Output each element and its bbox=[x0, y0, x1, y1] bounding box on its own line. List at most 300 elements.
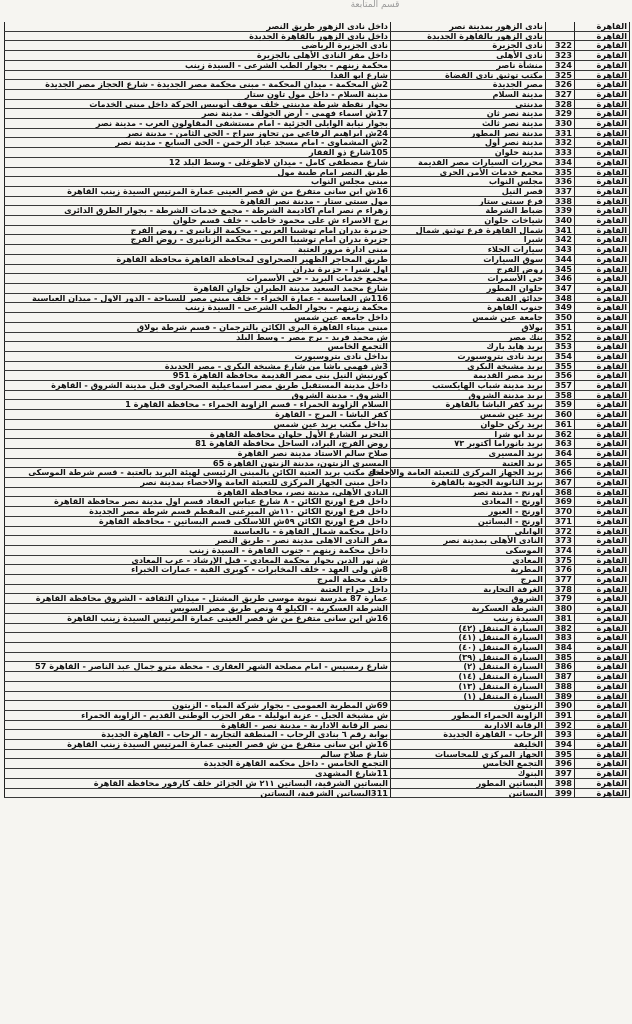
address-cell bbox=[130, 643, 391, 653]
governorate-cell: القاهرة bbox=[575, 235, 630, 245]
office-name-cell: شمال القاهرة فرع توثيق شمال bbox=[391, 225, 546, 235]
empty-cell bbox=[5, 167, 131, 177]
row-number-cell: 341 bbox=[546, 225, 575, 235]
row-number-cell: 336 bbox=[546, 177, 575, 187]
governorate-cell: القاهرة bbox=[575, 643, 630, 653]
governorate-cell: القاهرة bbox=[575, 138, 630, 148]
empty-cell bbox=[5, 51, 131, 61]
empty-cell bbox=[5, 138, 131, 148]
empty-cell bbox=[5, 769, 131, 779]
governorate-cell: القاهرة bbox=[575, 186, 630, 196]
table-row bbox=[5, 157, 630, 167]
office-name-cell: السيارة المتنقل (٤١) bbox=[391, 633, 546, 643]
row-number-cell: 343 bbox=[546, 245, 575, 255]
governorate-cell: القاهرة bbox=[575, 216, 630, 226]
row-number-cell: 389 bbox=[546, 691, 575, 701]
table-row bbox=[5, 710, 630, 720]
table-row bbox=[5, 701, 630, 711]
table-row bbox=[5, 342, 630, 352]
office-name-cell: شبرا bbox=[391, 235, 546, 245]
row-number-cell: 380 bbox=[546, 604, 575, 614]
address-cell: طريق النصر امام طيبة مول bbox=[130, 167, 391, 177]
office-name-cell: بريد بانوراما أكتوبر ٧٣ bbox=[391, 439, 546, 449]
empty-cell bbox=[5, 633, 131, 643]
office-name-cell: بريد مدينة شباب الهايكستب bbox=[391, 381, 546, 391]
empty-cell bbox=[5, 681, 131, 691]
governorate-cell: القاهرة bbox=[575, 22, 630, 31]
row-number-cell: 367 bbox=[546, 478, 575, 488]
row-number-cell: 330 bbox=[546, 119, 575, 129]
row-number-cell: 323 bbox=[546, 51, 575, 61]
governorate-cell: القاهرة bbox=[575, 429, 630, 439]
row-number-cell: 340 bbox=[546, 216, 575, 226]
row-number-cell: 345 bbox=[546, 264, 575, 274]
row-number-cell: 369 bbox=[546, 497, 575, 507]
address-cell: بداخل نادى بتروسبورت bbox=[130, 351, 391, 361]
empty-cell bbox=[5, 672, 131, 682]
table-row bbox=[5, 575, 630, 585]
address-cell: زهراء م نصر امام اكاديمة الشرطة - مجمع خدمات الشرطة - بجوار الطرق الدائرى bbox=[130, 206, 391, 216]
row-number-cell: 328 bbox=[546, 99, 575, 109]
empty-cell bbox=[5, 235, 131, 245]
address-cell: داخل جراج العتبة bbox=[130, 584, 391, 594]
office-name-cell: الخليفة bbox=[391, 740, 546, 750]
office-name-cell: المعادى bbox=[391, 555, 546, 565]
row-number-cell: 354 bbox=[546, 351, 575, 361]
governorate-cell: القاهرة bbox=[575, 60, 630, 70]
address-cell: 2ش المشماوى - امام مسجد عباد الرحمن - الحى السابع - مدينة نصر bbox=[130, 138, 391, 148]
table-row bbox=[5, 60, 630, 70]
row-number-cell: 342 bbox=[546, 235, 575, 245]
table-row bbox=[5, 769, 630, 779]
governorate-cell: القاهرة bbox=[575, 584, 630, 594]
governorate-cell: القاهرة bbox=[575, 245, 630, 255]
empty-cell bbox=[5, 322, 131, 332]
faded-header-text: قسم المتابعة bbox=[350, 0, 400, 10]
governorate-cell: القاهرة bbox=[575, 206, 630, 216]
row-number-cell: 357 bbox=[546, 381, 575, 391]
address-cell: داخل فرع اورنج الكائن ١١٠ش الميرغنى المقطم قسم شرطة مصر الجديدة bbox=[130, 507, 391, 517]
empty-cell bbox=[5, 313, 131, 323]
offices-table-body bbox=[5, 22, 630, 798]
table-row bbox=[5, 643, 630, 653]
governorate-cell: القاهرة bbox=[575, 313, 630, 323]
address-cell: عمارة 87 مدرسة نبوية موسى طريق المشتل - ميدان الثقافة - الشروق محافظة القاهرة bbox=[130, 594, 391, 604]
office-name-cell: مدينة نصر المطور bbox=[391, 128, 546, 138]
governorate-cell: القاهرة bbox=[575, 128, 630, 138]
office-name-cell: الرحاب - القاهرة الجديدة bbox=[391, 730, 546, 740]
office-name-cell: قصر النيل bbox=[391, 186, 546, 196]
row-number-cell: 375 bbox=[546, 555, 575, 565]
row-number-cell: 344 bbox=[546, 254, 575, 264]
office-name-cell: الزيتون bbox=[391, 701, 546, 711]
address-cell: مقر النادى الاهلى مدينة نصر - طريق النصر bbox=[130, 536, 391, 546]
address-cell: المسيرى الزيتون، مدينة الزيتون القاهرة 65 bbox=[130, 458, 391, 468]
address-cell: جزيرة بدران امام توشيبا العربى - محكمة الزنانيرى - روض الفرج bbox=[130, 225, 391, 235]
table-row bbox=[5, 186, 630, 196]
address-cell: كفر الباشا - المرج - القاهرة bbox=[130, 410, 391, 420]
governorate-cell: القاهرة bbox=[575, 303, 630, 313]
empty-cell bbox=[5, 22, 131, 31]
office-name-cell: المرج bbox=[391, 575, 546, 585]
governorate-cell: القاهرة bbox=[575, 293, 630, 303]
row-number-cell: 334 bbox=[546, 157, 575, 167]
address-cell: روض الفرج، البراد، الساحل محافظة القاهرة 81 bbox=[130, 439, 391, 449]
row-number-cell: 359 bbox=[546, 400, 575, 410]
address-cell: الشروق - مدينة الشروق bbox=[130, 390, 391, 400]
row-number-cell: 353 bbox=[546, 342, 575, 352]
row-number-cell: 346 bbox=[546, 274, 575, 284]
row-number-cell: 338 bbox=[546, 196, 575, 206]
address-cell: داخل جامعه عين شمس bbox=[130, 313, 391, 323]
empty-cell bbox=[5, 225, 131, 235]
governorate-cell: القاهرة bbox=[575, 613, 630, 623]
address-cell: 11شارع المشهدى bbox=[130, 769, 391, 779]
governorate-cell: القاهرة bbox=[575, 167, 630, 177]
row-number-cell: 361 bbox=[546, 419, 575, 429]
empty-cell bbox=[5, 390, 131, 400]
office-name-cell: نادى الزهور بالقاهرة الجديدة bbox=[391, 31, 546, 41]
empty-cell bbox=[5, 128, 131, 138]
office-name-cell: الغرفة التجارية bbox=[391, 584, 546, 594]
office-name-cell: سوق السيارات bbox=[391, 254, 546, 264]
address-cell: داخل نادى الزهور بالقاهرة الجديدة bbox=[130, 31, 391, 41]
office-name-cell: بولاق bbox=[391, 322, 546, 332]
row-number-cell: 376 bbox=[546, 565, 575, 575]
governorate-cell: القاهرة bbox=[575, 322, 630, 332]
table-row bbox=[5, 216, 630, 226]
governorate-cell: القاهرة bbox=[575, 439, 630, 449]
address-cell: شارع رمسيس - امام مصلحة الشهر العقارى - محطة مترو جمال عبد الناصر - القاهرة 57 bbox=[130, 662, 391, 672]
row-number-cell: 371 bbox=[546, 516, 575, 526]
row-number-cell bbox=[546, 22, 575, 31]
row-number-cell: 352 bbox=[546, 332, 575, 342]
address-cell: التجمع الخامس bbox=[130, 342, 391, 352]
address-cell: اول شبرا - جزيرة بدران bbox=[130, 264, 391, 274]
governorate-cell: القاهرة bbox=[575, 419, 630, 429]
empty-cell bbox=[5, 701, 131, 711]
governorate-cell: القاهرة bbox=[575, 565, 630, 575]
office-name-cell: المطرية bbox=[391, 565, 546, 575]
address-cell bbox=[130, 681, 391, 691]
governorate-cell: القاهرة bbox=[575, 516, 630, 526]
row-number-cell: 399 bbox=[546, 788, 575, 798]
office-name-cell: سيارات الجلاء bbox=[391, 245, 546, 255]
governorate-cell: القاهرة bbox=[575, 701, 630, 711]
address-cell: السلام الزاوية الحمراء - قسم الزاوية الحمراء - محافظة القاهرة 1 bbox=[130, 400, 391, 410]
empty-cell bbox=[5, 361, 131, 371]
office-name-cell: بريد العتبة bbox=[391, 458, 546, 468]
office-name-cell: مدينة نصر ثالث bbox=[391, 119, 546, 129]
office-name-cell: الموسكى bbox=[391, 545, 546, 555]
governorate-cell: القاهرة bbox=[575, 759, 630, 769]
governorate-cell: القاهرة bbox=[575, 662, 630, 672]
table-row bbox=[5, 672, 630, 682]
empty-cell bbox=[5, 419, 131, 429]
row-number-cell: 362 bbox=[546, 429, 575, 439]
office-name-cell: السيارة المتنقل (٣٩) bbox=[391, 652, 546, 662]
address-cell: برج الاسراء ش على محمود خاطب - خلف قسم حلوان bbox=[130, 216, 391, 226]
address-cell: خلف محطة المرج bbox=[130, 575, 391, 585]
governorate-cell: القاهرة bbox=[575, 80, 630, 90]
office-name-cell: مجمع خدمات الأمن الحرى bbox=[391, 167, 546, 177]
table-row bbox=[5, 545, 630, 555]
office-name-cell: بريد نادى بتروسبورت bbox=[391, 351, 546, 361]
empty-cell bbox=[5, 332, 131, 342]
office-name-cell: بريد الجهاز المركزى للتعبئة العامة والاحصاء bbox=[391, 468, 546, 478]
office-name-cell: مكتب توثيق نادى القضاة bbox=[391, 70, 546, 80]
office-name-cell: السيارة المتنقل (٢) bbox=[391, 662, 546, 672]
row-number-cell: 332 bbox=[546, 138, 575, 148]
governorate-cell: القاهرة bbox=[575, 410, 630, 420]
row-number-cell: 378 bbox=[546, 584, 575, 594]
address-cell: النادى الأهلى، مدينة نصر، محافظة القاهرة bbox=[130, 487, 391, 497]
address-cell: داخل محكمة شمال القاهرة - بالعباسية bbox=[130, 526, 391, 536]
empty-cell bbox=[5, 400, 131, 410]
address-cell: 16ش ابن سانى متفرع من ش قصر العينى عمارة المرتيس السيدة زينب القاهرة bbox=[130, 186, 391, 196]
address-cell: طريق المحاجر الظهير الصحراوى لمحافظة القاهرة محافظة القاهرة bbox=[130, 254, 391, 264]
empty-cell bbox=[5, 216, 131, 226]
office-name-cell: منشأة ناصر bbox=[391, 60, 546, 70]
row-number-cell: 335 bbox=[546, 167, 575, 177]
row-number-cell: 384 bbox=[546, 643, 575, 653]
address-cell: صلاح سالم الاستاد مدينة نصر القاهرة bbox=[130, 448, 391, 458]
address-cell: شارع مصطفى كامل - ميدان لاظوغلى - وسط البلد 12 bbox=[130, 157, 391, 167]
empty-cell bbox=[5, 788, 131, 798]
governorate-cell: القاهرة bbox=[575, 283, 630, 293]
address-cell: بوابة رقم ٦ بنادى الرحاب - المنطقة التجارية - الرحاب - القاهرة الجديدة bbox=[130, 730, 391, 740]
table-row bbox=[5, 119, 630, 129]
table-row bbox=[5, 536, 630, 546]
governorate-cell: القاهرة bbox=[575, 31, 630, 41]
empty-cell bbox=[5, 245, 131, 255]
office-name-cell: البنوك bbox=[391, 769, 546, 779]
row-number-cell: 398 bbox=[546, 778, 575, 788]
address-cell: مبنى ميناء القاهرة البرى الكائن بالترجمان - قسم شرطة بولاق bbox=[130, 322, 391, 332]
office-name-cell: حدائق القبة bbox=[391, 293, 546, 303]
row-number-cell: 350 bbox=[546, 313, 575, 323]
table-row bbox=[5, 604, 630, 614]
office-name-cell: بنك مصر bbox=[391, 332, 546, 342]
address-cell: بداخل مكتب بريد عين شمس bbox=[130, 419, 391, 429]
office-name-cell: الزاوية الحمراء المطور bbox=[391, 710, 546, 720]
office-name-cell: مدينة حلوان bbox=[391, 148, 546, 158]
office-name-cell: التجمع الخامس bbox=[391, 759, 546, 769]
table-row bbox=[5, 322, 630, 332]
table-row bbox=[5, 245, 630, 255]
row-number-cell: 388 bbox=[546, 681, 575, 691]
address-cell: محكمة زينهم - بجوار الطب الشرعى - السيدة زينب bbox=[130, 60, 391, 70]
office-name-cell: حى الأسمرات bbox=[391, 274, 546, 284]
address-cell: 8ش ولى العهد - خلف المخابرات - كوبرى القبة - عمارات الخبراء bbox=[130, 565, 391, 575]
address-cell: 17ش اسماء فهمى - أرض الجولف - مدينة نصر bbox=[130, 109, 391, 119]
governorate-cell: القاهرة bbox=[575, 400, 630, 410]
table-row bbox=[5, 351, 630, 361]
row-number-cell: 377 bbox=[546, 575, 575, 585]
address-cell: 2ش المحكمة - ميدان المحكمة - مبنى محكمة مصر الجديدة - شارع الحجاز مصر الجديدة bbox=[130, 80, 391, 90]
governorate-cell: القاهرة bbox=[575, 487, 630, 497]
empty-cell bbox=[5, 526, 131, 536]
governorate-cell: القاهرة bbox=[575, 89, 630, 99]
row-number-cell: 374 bbox=[546, 545, 575, 555]
office-name-cell: فرع سيتى ستار bbox=[391, 196, 546, 206]
governorate-cell: القاهرة bbox=[575, 526, 630, 536]
address-cell: نادى الجزيرة الرياضى bbox=[130, 41, 391, 51]
row-number-cell: 379 bbox=[546, 594, 575, 604]
office-name-cell: نادى الأهلى bbox=[391, 51, 546, 61]
governorate-cell: القاهرة bbox=[575, 157, 630, 167]
row-number-cell: 390 bbox=[546, 701, 575, 711]
governorate-cell: القاهرة bbox=[575, 730, 630, 740]
row-number-cell: 356 bbox=[546, 371, 575, 381]
row-number-cell: 397 bbox=[546, 769, 575, 779]
office-name-cell: جامعة عين شمس bbox=[391, 313, 546, 323]
row-number-cell: 333 bbox=[546, 148, 575, 158]
address-cell: التحرير الشارع الأول حلوان محافظة القاهرة bbox=[130, 429, 391, 439]
table-row bbox=[5, 439, 630, 449]
office-name-cell: مدينة نصر ثان bbox=[391, 109, 546, 119]
table-row bbox=[5, 448, 630, 458]
governorate-cell: القاهرة bbox=[575, 254, 630, 264]
table-row bbox=[5, 516, 630, 526]
row-number-cell: 348 bbox=[546, 293, 575, 303]
table-row bbox=[5, 478, 630, 488]
office-name-cell: بريد مدينة الشروق bbox=[391, 390, 546, 400]
office-name-cell: البساتين المطور bbox=[391, 778, 546, 788]
table-row bbox=[5, 80, 630, 90]
office-name-cell: روض الفرج bbox=[391, 264, 546, 274]
row-number-cell: 355 bbox=[546, 361, 575, 371]
governorate-cell: القاهرة bbox=[575, 710, 630, 720]
office-name-cell: السيدة زينب bbox=[391, 613, 546, 623]
office-name-cell: نادى الزهور بمدينة نصر bbox=[391, 22, 546, 31]
governorate-cell: القاهرة bbox=[575, 148, 630, 158]
address-cell: 116ش العباسية - عمارة الخيراء - خلف مبنى مصر للسياحة - الدور الاول - ميدان العباسية bbox=[130, 293, 391, 303]
table-row bbox=[5, 681, 630, 691]
office-name-cell: اورنج - مدينة نصر bbox=[391, 487, 546, 497]
office-name-cell: جنوب القاهرة bbox=[391, 303, 546, 313]
empty-cell bbox=[5, 342, 131, 352]
row-number-cell: 322 bbox=[546, 41, 575, 51]
address-cell: مول سيتى ستار - مدينة نصر القاهرة bbox=[130, 196, 391, 206]
empty-cell bbox=[5, 283, 131, 293]
governorate-cell: القاهرة bbox=[575, 41, 630, 51]
office-name-cell: بريد ابو شرا bbox=[391, 429, 546, 439]
governorate-cell: القاهرة bbox=[575, 109, 630, 119]
row-number-cell: 339 bbox=[546, 206, 575, 216]
governorate-cell: القاهرة bbox=[575, 70, 630, 80]
office-name-cell: الشروق bbox=[391, 594, 546, 604]
empty-cell bbox=[5, 565, 131, 575]
row-number-cell: 358 bbox=[546, 390, 575, 400]
governorate-cell: القاهرة bbox=[575, 458, 630, 468]
empty-cell bbox=[5, 274, 131, 284]
address-cell: 16ش ابن سانى متفرع من ش قصر العينى عمارة المرتيس السيدة زينب القاهرة bbox=[130, 740, 391, 750]
address-cell: ش مشيخة الجبل - عزبة ابوليلة - مقر الحزب الوطنى القديم - الزاوية الحمراء bbox=[130, 710, 391, 720]
governorate-cell: القاهرة bbox=[575, 478, 630, 488]
row-number-cell: 396 bbox=[546, 759, 575, 769]
empty-cell bbox=[5, 31, 131, 41]
empty-cell bbox=[5, 691, 131, 701]
row-number-cell: 365 bbox=[546, 458, 575, 468]
governorate-cell: القاهرة bbox=[575, 536, 630, 546]
empty-cell bbox=[5, 439, 131, 449]
address-cell bbox=[130, 672, 391, 682]
table-row bbox=[5, 788, 630, 798]
governorate-cell: القاهرة bbox=[575, 225, 630, 235]
empty-cell bbox=[5, 759, 131, 769]
governorate-cell: القاهرة bbox=[575, 497, 630, 507]
office-name-cell: السيارة المتنقل (١٤) bbox=[391, 672, 546, 682]
address-cell: مبنى ادارة مرور العتبة bbox=[130, 245, 391, 255]
empty-cell bbox=[5, 89, 131, 99]
address-cell: داخل مكتب بريد العتبة الكائن بالمبنى الرئيسى لهيئة البريد بالعتبة - قسم شرطة الموسكى bbox=[130, 468, 391, 478]
office-name-cell: بريد مشيخة البكرى bbox=[391, 361, 546, 371]
row-number-cell: 383 bbox=[546, 633, 575, 643]
address-cell: داخل مقر النادى الأهلى بالجزيرة bbox=[130, 51, 391, 61]
address-cell: 24ش ابراهيم الرفاعى من تجاوز سراج - الحى الثامن - مدينة نصر bbox=[130, 128, 391, 138]
governorate-cell: القاهرة bbox=[575, 681, 630, 691]
governorate-cell: القاهرة bbox=[575, 778, 630, 788]
office-name-cell: الوايلى bbox=[391, 526, 546, 536]
empty-cell bbox=[5, 575, 131, 585]
address-cell: داخل مبنى الجهاز المركزى للتعبئة العامة والاحصاء بمدينة نصر bbox=[130, 478, 391, 488]
table-row bbox=[5, 254, 630, 264]
row-number-cell: 360 bbox=[546, 410, 575, 420]
address-cell: بجوار نيابة الوايلى الجزئية - امام مستشفى المقاولون العرب - مدينة نصر bbox=[130, 119, 391, 129]
address-cell: ش محمد فريد - برج مصر - وسط البلد bbox=[130, 332, 391, 342]
address-cell: ش نور الدين بجوار محكمة المعادى - قبل الإرشاد - عرب المعادى bbox=[130, 555, 391, 565]
row-number-cell: 395 bbox=[546, 749, 575, 759]
address-cell: 311البساتين الشرقية، البساتين bbox=[130, 788, 391, 798]
row-number-cell: 372 bbox=[546, 526, 575, 536]
address-cell: 105شارع ذو الفقار bbox=[130, 148, 391, 158]
empty-cell bbox=[5, 478, 131, 488]
table-row bbox=[5, 381, 630, 391]
empty-cell bbox=[5, 157, 131, 167]
office-name-cell: بريد كفر الباشا بالقاهرة bbox=[391, 400, 546, 410]
row-number-cell: 327 bbox=[546, 89, 575, 99]
empty-cell bbox=[5, 410, 131, 420]
governorate-cell: القاهرة bbox=[575, 264, 630, 274]
governorate-cell: القاهرة bbox=[575, 351, 630, 361]
office-name-cell: بريد مصر القديمة bbox=[391, 371, 546, 381]
office-name-cell: مدينة السلام bbox=[391, 89, 546, 99]
office-name-cell: ضباط الشرطة bbox=[391, 206, 546, 216]
table-row bbox=[5, 313, 630, 323]
table-row bbox=[5, 22, 630, 31]
governorate-cell: القاهرة bbox=[575, 604, 630, 614]
row-number-cell: 325 bbox=[546, 70, 575, 80]
governorate-cell: القاهرة bbox=[575, 594, 630, 604]
address-cell: شارع صلاح سالم bbox=[130, 749, 391, 759]
address-cell: كورنيش النيل بنى مصر القديمة محافظة القاهرة 951 bbox=[130, 371, 391, 381]
address-cell: التجمع الخامس - داخل محكمه القاهرة الجديدة bbox=[130, 759, 391, 769]
governorate-cell: القاهرة bbox=[575, 177, 630, 187]
table-row bbox=[5, 507, 630, 517]
address-cell: مجمع خدمات البريد - حى الأسمرات bbox=[130, 274, 391, 284]
office-name-cell: مصر الجديدة bbox=[391, 80, 546, 90]
governorate-cell: القاهرة bbox=[575, 788, 630, 798]
office-name-cell: الجهاز المركزى للمحاسبات bbox=[391, 749, 546, 759]
office-name-cell: السيارة المتنقل (١٣) bbox=[391, 681, 546, 691]
governorate-cell: القاهرة bbox=[575, 633, 630, 643]
office-name-cell: مدينتى bbox=[391, 99, 546, 109]
row-number-cell: 337 bbox=[546, 186, 575, 196]
table-row bbox=[5, 778, 630, 788]
governorate-cell: القاهرة bbox=[575, 749, 630, 759]
address-cell: بجوار نقطة شرطة مدينتى خلف موقف أتوبيس الحركة داخل مبنى الخدمات bbox=[130, 99, 391, 109]
